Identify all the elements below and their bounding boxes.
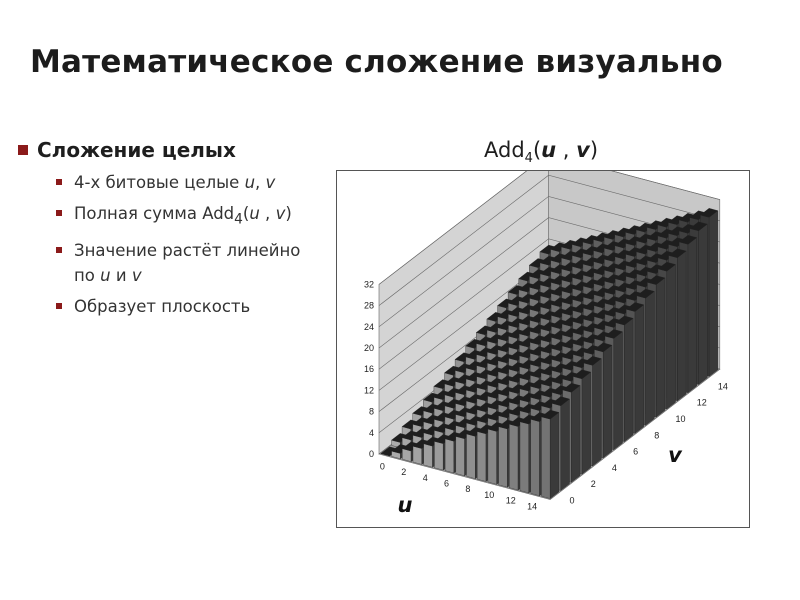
u-tick-label: 10 xyxy=(484,489,495,500)
u-tick-label: 4 xyxy=(422,472,428,483)
function-paren-open: ( xyxy=(532,138,542,162)
integer-addition-chart xyxy=(337,171,749,527)
var-v: v xyxy=(131,266,142,286)
bullet-main-label: Сложение целых xyxy=(37,138,236,162)
var-v: v xyxy=(265,173,276,192)
paren-close: ) xyxy=(285,204,292,223)
var-u: u xyxy=(244,173,256,192)
sub-bullet-1-sep: , xyxy=(255,173,266,192)
sub-bullet-4 xyxy=(18,294,348,319)
bullet-square-icon xyxy=(18,145,28,155)
v-axis-label: v xyxy=(668,443,682,467)
u-tick-label: 2 xyxy=(401,467,407,478)
v-tick-label: 0 xyxy=(569,495,575,506)
sub-bullet-1 xyxy=(18,170,348,195)
sub-bullet-3-text: по xyxy=(74,266,101,286)
z-tick-label: 16 xyxy=(363,364,374,375)
bullet-list xyxy=(18,138,348,325)
z-tick-label: 8 xyxy=(368,406,374,417)
u-tick-label: 12 xyxy=(505,495,516,506)
sub-bullet-4-text: Образует плоскость xyxy=(74,297,251,317)
u-tick-label: 6 xyxy=(443,478,450,489)
sub-bullet-square-icon xyxy=(56,303,62,309)
u-tick-label: 14 xyxy=(527,501,538,512)
z-tick-label: 20 xyxy=(363,343,374,353)
v-tick-label: 4 xyxy=(611,462,617,473)
sub-bullet-2-text: Полная сумма Add xyxy=(74,204,235,223)
u-axis-label: u xyxy=(397,493,413,517)
sub-bullet-square-icon xyxy=(56,247,62,253)
chart-frame xyxy=(336,170,750,528)
sub-bullet-square-icon xyxy=(56,179,62,185)
v-tick-label: 10 xyxy=(675,414,686,424)
z-tick-label: 32 xyxy=(363,279,374,290)
subscript-4: 4 xyxy=(234,211,243,228)
var-u: u xyxy=(249,204,260,223)
function-subscript: 4 xyxy=(524,151,533,167)
z-tick-label: 28 xyxy=(363,300,374,311)
sub-bullet-list xyxy=(18,170,348,319)
u-tick-label: 0 xyxy=(379,461,385,472)
v-tick-label: 14 xyxy=(717,381,728,392)
bar-u15-v0 xyxy=(541,410,559,499)
sub-bullet-square-icon xyxy=(56,210,62,216)
function-paren-close: ) xyxy=(589,138,599,162)
function-title xyxy=(484,138,598,166)
function-arg-sep: , xyxy=(556,138,577,162)
slide-title: Математическое сложение визуально xyxy=(30,44,723,80)
v-tick-label: 8 xyxy=(654,430,660,441)
sub-bullet-1-text: 4-х битовые целые xyxy=(74,173,245,192)
var-v: v xyxy=(275,204,286,223)
sub-bullet-2-sep: , xyxy=(259,204,276,223)
function-name: Add xyxy=(484,138,525,162)
z-tick-label: 0 xyxy=(368,449,374,459)
sub-bullet-3-line1: Значение растёт линейно xyxy=(74,241,301,261)
sub-bullet-3 xyxy=(18,238,348,288)
sub-bullet-3-sep: и xyxy=(110,266,132,286)
z-tick-label: 24 xyxy=(363,321,374,332)
function-arg-v: v xyxy=(576,138,590,162)
z-tick-label: 4 xyxy=(368,427,374,438)
var-u: u xyxy=(100,266,111,286)
v-tick-label: 2 xyxy=(590,479,596,490)
u-tick-label: 8 xyxy=(465,484,471,495)
function-arg-u: u xyxy=(541,138,557,162)
paren-open: ( xyxy=(242,204,250,223)
sub-bullet-2 xyxy=(18,201,348,232)
v-tick-label: 12 xyxy=(696,397,707,408)
z-tick-label: 12 xyxy=(363,385,374,396)
v-tick-label: 6 xyxy=(633,446,639,457)
bullet-main xyxy=(18,138,348,162)
